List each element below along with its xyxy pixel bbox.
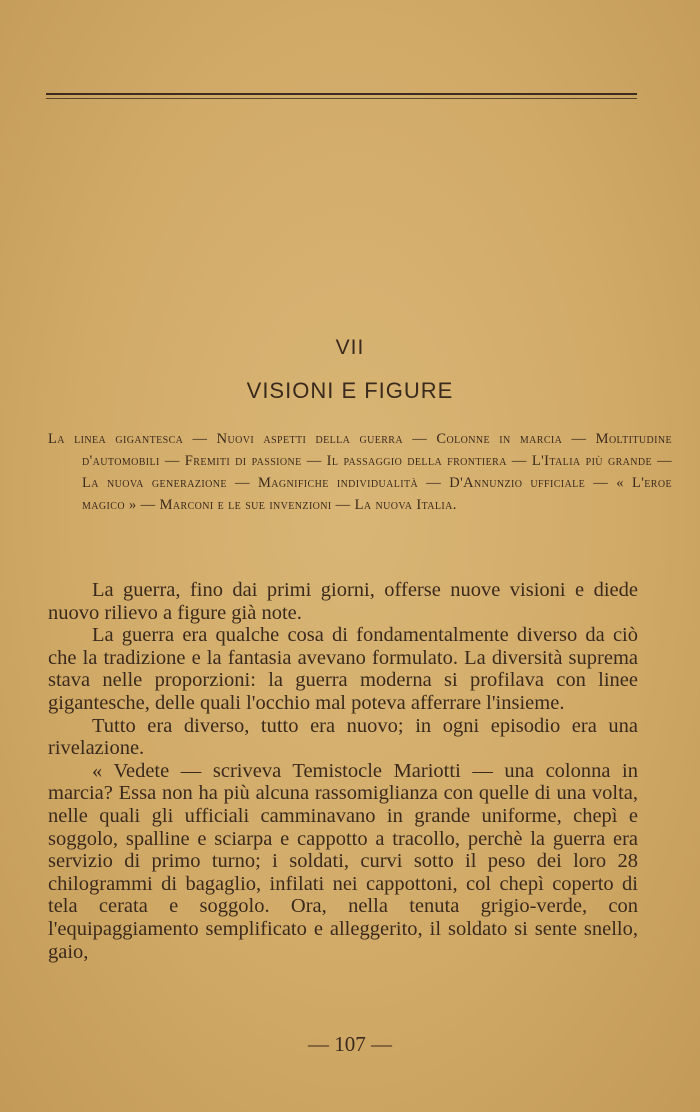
chapter-summary: La linea gigantesca — Nuovi aspetti della guerra — Colonne in marcia — Moltitudine d'automobili — Fremiti di passione — Il passaggio della frontiera — L'Italia più grande — La nuova generazione — Magnifiche individualità — D'Annunzio ufficiale — « L'eroe magico » — Marconi e le sue invenzioni — La nuova Italia.: [48, 431, 672, 513]
body-text: [48, 579, 638, 963]
page-number: — 107 —: [308, 1032, 392, 1056]
chapter-title: VISIONI E FIGURE: [246, 378, 454, 403]
chapter-number: VII: [335, 336, 365, 359]
header-rule: [46, 93, 637, 95]
header-rule-thin: [46, 98, 637, 99]
paragraph: La guerra, fino dai primi giorni, offerse nuove visioni e diede nuovo rilievo a figure già note.: [48, 579, 638, 624]
paragraph: La guerra era qualche cosa di fondamentalmente diverso da ciò che la tradizione e la fantasia avevano formulato. La diversità suprema stava nelle proporzioni: la guerra moderna si profilava con linee gigantesche, delle quali l'occhio mal poteva afferrare l'insieme.: [48, 624, 638, 714]
paragraph: Tutto era diverso, tutto era nuovo; in ogni episodio era una rivelazione.: [48, 714, 638, 760]
paragraph: « Vedete — scriveva Temistocle Mariotti — una colonna in marcia? Essa non ha più alcuna rassomiglianza con quelle di una volta, nelle quali gli ufficiali camminavano in grande uniforme, chepì e soggolo, spalline e sciarpa e cappotto a tracollo, perchè la guerra era servizio di primo turno; i soldati, curvi sotto il peso dei loro 28 chilogrammi di bagaglio, infilati nei cappottoni, col chepì coperto di tela cerata e soggolo. Ora, nella tenuta grigio-verde, con l'equipaggiamento semplificato e alleggerito, il soldato si sente snello, gaio,: [48, 759, 638, 963]
